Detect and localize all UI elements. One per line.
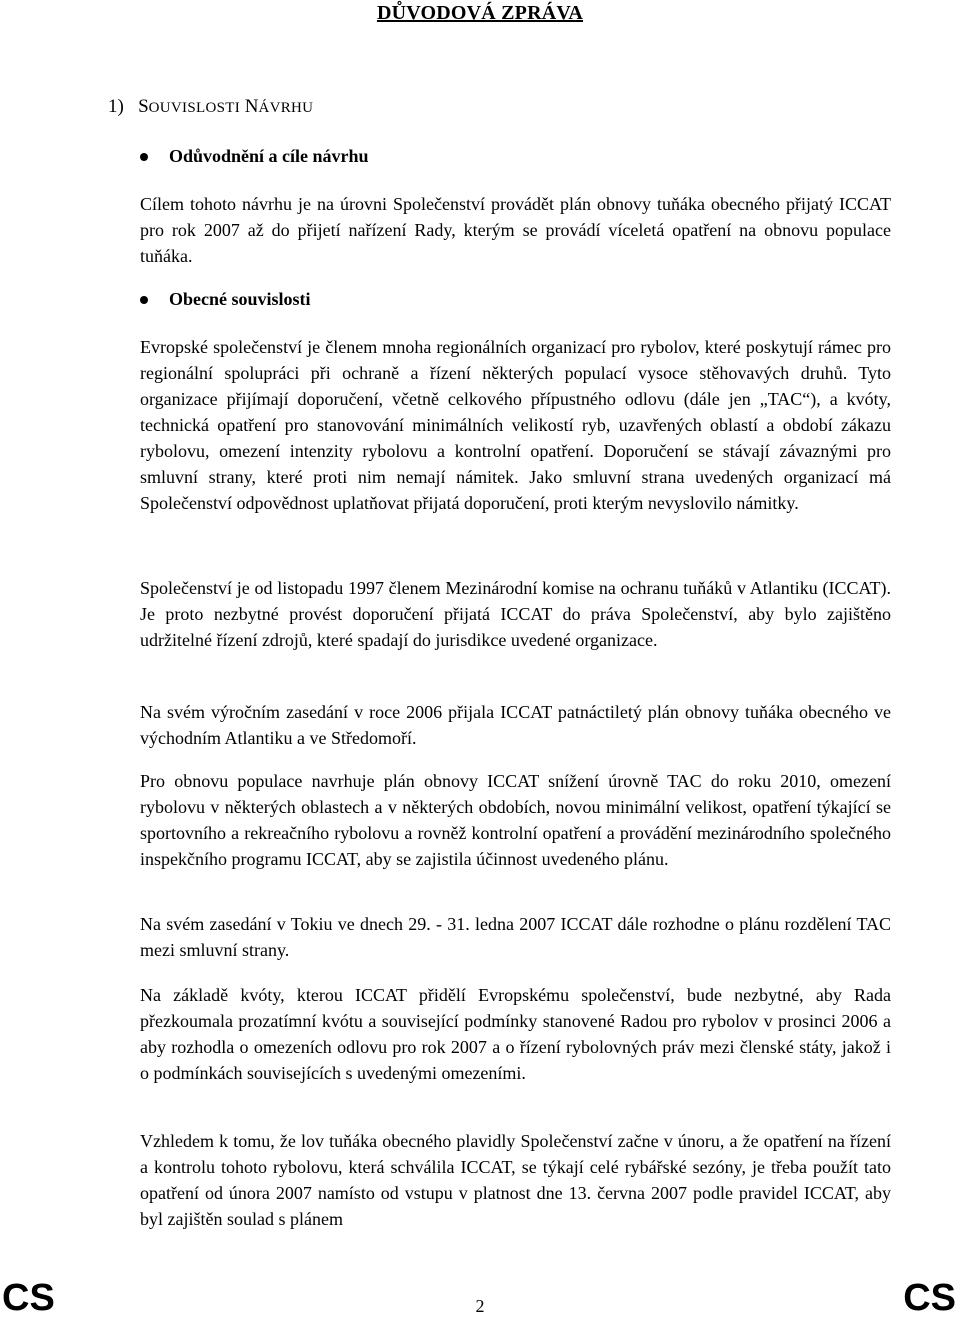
paragraph: Evropské společenství je členem mnoha regionálních organizací pro rybolov, které poskytují rámec pro regionální spolupráci při ochraně a řízení některých populací vysoce stěhovavých druhů. Tyto organizace přijímají doporučení, včetně celkového přípustného odlovu (dále jen „TAC“), a kvóty, technická opatření pro stanovování minimálních velikostí ryb, uzavřených oblastí a období zákazu rybolovu, omezení intenzity rybolovu a kontrolní opatření. Doporučení se stávají závaznými pro smluvní strany, které proti nim nemají námitek. Jako smluvní strana uvedených organizací má Společenství odpovědnost uplatňovat přijatá doporučení, proti kterým nevyslovilo námitky. [140, 337, 891, 513]
section-heading [108, 96, 313, 118]
paragraph: Na základě kvóty, kterou ICCAT přidělí Evropskému společenství, bude nezbytné, aby Rada přezkoumala prozatímní kvótu a související podmínky stanovené Radou pro rybolov v prosinci 2006 a aby rozhodla o omezeních odlovu pro rok 2007 a o řízení rybolovných práv mezi členské státy, jakož i o podmínkách souvisejících s uvedenými omezeními. [140, 985, 891, 1083]
paragraph: Na svém zasedání v Tokiu ve dnech 29. - 31. ledna 2007 ICCAT dále rozhodne o plánu rozdělení TAC mezi smluvní strany. [140, 914, 891, 960]
bullet-label: Obecné souvislosti [169, 289, 311, 309]
footer-language-left: CS [2, 1277, 55, 1319]
bullet-label: Odůvodnění a cíle návrhu [169, 146, 369, 166]
section-rest-2: ÁVRHU [258, 100, 314, 116]
paragraph: Společenství je od listopadu 1997 členem Mezinárodní komise na ochranu tuňáků v Atlantiku (ICCAT). Je proto nezbytné provést doporučení přijatá ICCAT do práva Společenství, aby bylo zajištěno udržitelné řízení zdrojů, které spadají do jurisdikce uvedené organizace. [140, 578, 891, 650]
paragraph: Cílem tohoto návrhu je na úrovni Společenství provádět plán obnovy tuňáka obecného přijatý ICCAT pro rok 2007 až do přijetí nařízení Rady, kterým se provádí víceletá opatření na obnovu populace tuňáka. [140, 194, 891, 266]
paragraph: Na svém výročním zasedání v roce 2006 přijala ICCAT patnáctiletý plán obnovy tuňáka obecného ve východním Atlantiku a ve Středomoří. [140, 702, 891, 748]
bullet-dot-icon [140, 296, 148, 304]
paragraph: Pro obnovu populace navrhuje plán obnovy ICCAT snížení úrovně TAC do roku 2010, omezení rybolovu v některých oblastech a v některých obdobích, novou minimální velikost, opatření týkající se sportovního a rekreačního rybolovu a rovněž kontrolní opatření a provádění mezinárodního společného inspekčního programu ICCAT, aby se zajistila účinnost uvedeného plánu. [140, 771, 891, 869]
bullet-item [140, 146, 369, 167]
footer-language-right: CS [903, 1277, 956, 1319]
section-number: 1) [108, 96, 124, 117]
bullet-item [140, 289, 311, 310]
section-rest-1: OUVISLOSTI [148, 100, 240, 116]
bullet-dot-icon [140, 153, 148, 161]
paragraph: Vzhledem k tomu, že lov tuňáka obecného plavidly Společenství začne v únoru, a že opatření na řízení a kontrolu tohoto rybolovu, která schválila ICCAT, se týkají celé rybářské sezóny, je třeba použít tato opatření od února 2007 namísto od vstupu v platnost dne 13. června 2007 podle pravidel ICCAT, aby byl zajištěn soulad s plánem [140, 1131, 891, 1229]
document-title: DŮVODOVÁ ZPRÁVA [376, 2, 584, 24]
page-number: 2 [475, 1296, 485, 1316]
section-initial-2: N [244, 96, 259, 117]
section-initial-1: S [138, 96, 149, 117]
